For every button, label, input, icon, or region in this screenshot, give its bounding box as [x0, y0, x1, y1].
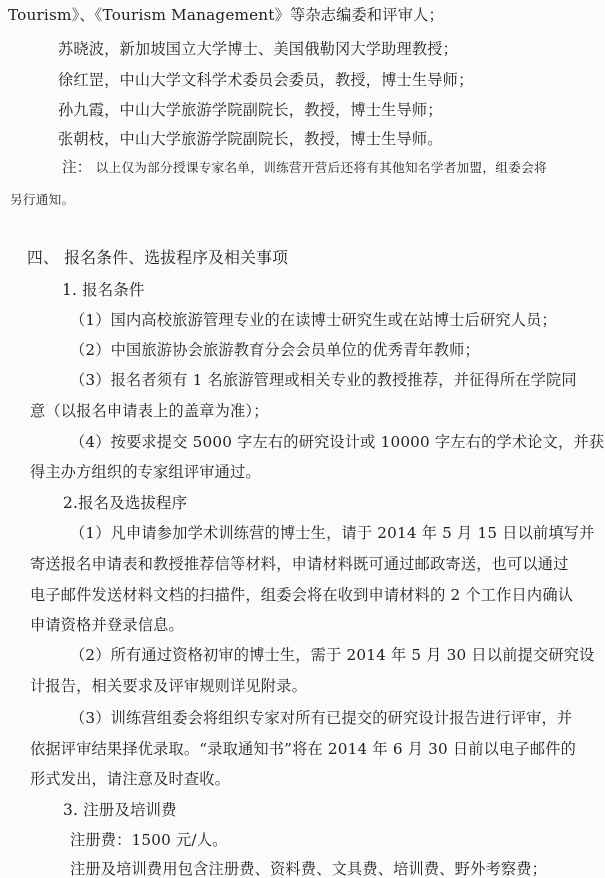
procedure-1-line3: 电子邮件发送材料文档的扫描件，组委会将在收到申请材料的 2 个工作日内确认 [30, 586, 574, 604]
expert-su-xiaobo: 苏晓波，新加坡国立大学博士、美国俄勒冈大学助理教授； [58, 40, 459, 58]
condition-4: （4）按要求提交 5000 字左右的研究设计或 10000 字左右的学术论文，并获 [70, 433, 605, 451]
note-text-continuation: 另行通知。 [10, 192, 75, 207]
subheading-registration-conditions: 1. 报名条件 [62, 281, 145, 299]
condition-3-continuation: 意（以报名申请表上的盖章为准）； [30, 402, 269, 420]
subheading-registration-fees: 3. 注册及培训费 [63, 801, 177, 819]
subheading-selection-procedure: 2.报名及选拔程序 [63, 494, 188, 512]
section-heading-four: 四、 报名条件、选拔程序及相关事项 [27, 248, 289, 267]
condition-1: （1）国内高校旅游管理专业的在读博士研究生或在站博士后研究人员； [70, 311, 557, 329]
note-text: 以上仅为部分授课专家名单，训练营开营后还将有其他知名学者加盟，组委会将 [95, 160, 547, 175]
note-line [62, 158, 547, 177]
condition-3: （3）报名者须有 1 名旅游管理或相关专业的教授推荐，并征得所在学院同 [70, 371, 577, 389]
procedure-3-line3: 形式发出，请注意及时查收。 [30, 770, 231, 788]
procedure-1: （1）凡申请参加学术训练营的博士生，请于 2014 年 5 月 15 日以前填写并 [70, 524, 595, 542]
procedure-2: （2）所有通过资格初审的博士生，需于 2014 年 5 月 30 日以前提交研究设 [70, 646, 595, 664]
procedure-2-continuation: 计报告，相关要求及评审规则详见附录。 [30, 677, 307, 695]
condition-4-continuation: 得主办方组织的专家组评审通过。 [30, 463, 261, 481]
registration-fee: 注册费：1500 元/人。 [70, 831, 228, 849]
expert-xu-honggang: 徐红罡，中山大学文科学术委员会委员，教授，博士生导师； [58, 71, 474, 89]
expert-line-continuation: Tourism》、《Tourism Management》等杂志编委和评审人； [8, 6, 444, 24]
condition-2: （2）中国旅游协会旅游教育分会会员单位的优秀青年教师； [70, 341, 480, 359]
expert-sun-jiuxia: 孙九霞，中山大学旅游学院副院长，教授，博士生导师； [58, 101, 443, 119]
procedure-3: （3）训练营组委会将组织专家对所有已提交的研究设计报告进行评审，并 [70, 709, 573, 727]
procedure-3-line2: 依据评审结果择优录取。“录取通知书”将在 2014 年 6 月 30 日前以电子邮件的 [30, 740, 576, 758]
fee-inclusions: 注册及培训费用包含注册费、资料费、文具费、培训费、野外考察费； [70, 860, 548, 878]
expert-zhang-chaozhi: 张朝枝，中山大学旅游学院副院长，教授，博士生导师。 [58, 130, 443, 148]
note-label: 注： [62, 159, 92, 176]
procedure-1-line2: 寄送报名申请表和教授推荐信等材料，申请材料既可通过邮政寄送，也可以通过 [30, 555, 569, 573]
procedure-1-line4: 申请资格并登录信息。 [30, 616, 184, 634]
